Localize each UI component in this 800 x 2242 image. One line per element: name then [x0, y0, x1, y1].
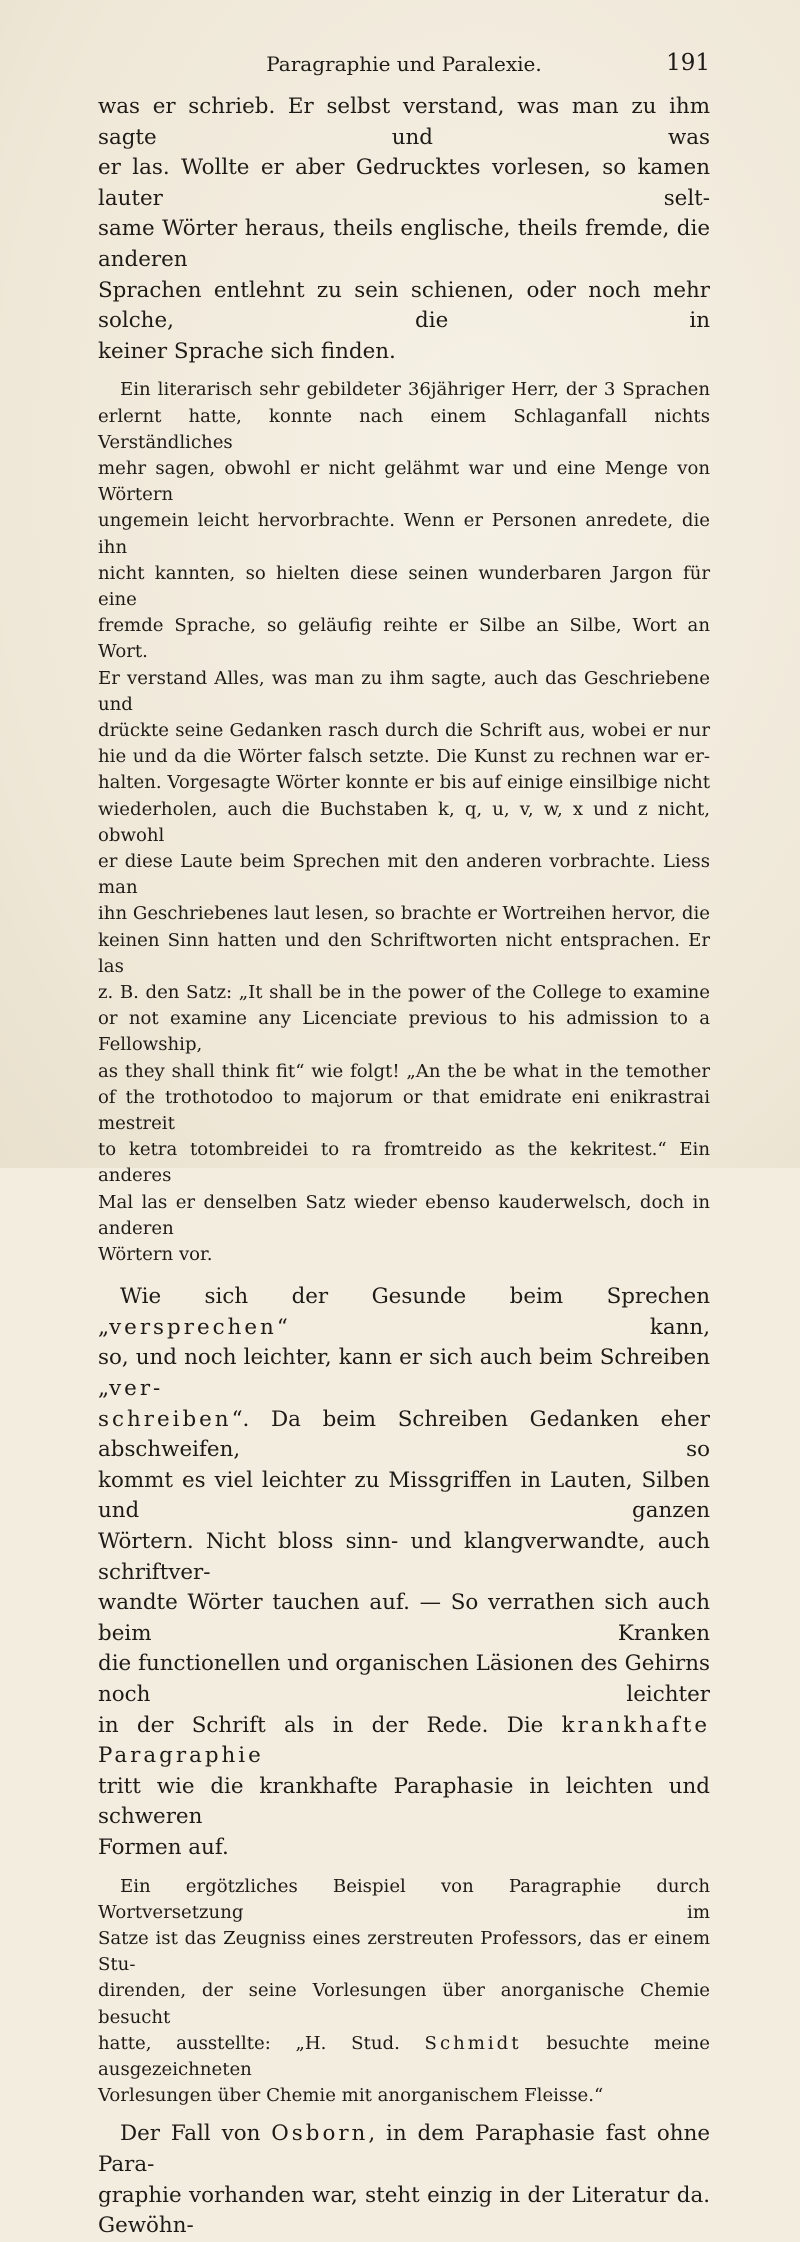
text-line: erlernt hatte, konnte nach einem Schlaganfall nichts Verständliches: [98, 405, 710, 453]
text-line: was er schrieb. Er selbst verstand, was man zu ihm sagte und was: [98, 94, 710, 150]
text-line: ihn Geschriebenes laut lesen, so brachte er Wortreihen hervor, die: [98, 903, 710, 925]
text-line: graphie vorhanden war, steht einzig in der Literatur da. Gewöhn-: [98, 2182, 710, 2239]
text-line: [98, 1405, 710, 1466]
text-line: direnden, der seine Vorlesungen über anorganische Chemie besucht: [98, 1980, 710, 2028]
text-line: ungemein leicht hervorbrachte. Wenn er Personen anredete, die ihn: [98, 510, 710, 558]
text-line: Satze ist das Zeugniss eines zerstreuten Professors, das er einem Stu-: [98, 1927, 710, 1976]
text-line: [98, 1343, 710, 1404]
text-run: , in dem Paraphasie fast ohne Para-: [98, 2121, 710, 2177]
emphasis-spaced: ver-: [109, 1376, 164, 1402]
text-line: Wörtern. Nicht bloss sinn- und klangverwandte, auch schriftver-: [98, 1529, 710, 1585]
page-body: [98, 92, 710, 2242]
text-run: so, und noch leichter, kann er sich auch beim Schreiben „: [98, 1345, 710, 1402]
text-line: same Wörter heraus, theils englische, theils fremde, die anderen: [98, 216, 710, 272]
text-line: of the trothotodoo to majorum or that emidrate eni enikrastrai mestreit: [98, 1086, 710, 1135]
text-line: z. B. den Satz: „It shall be in the power of the College to examine: [98, 982, 710, 1004]
text-run: hatte, ausstellte: „H. Stud.: [98, 2032, 425, 2054]
text-line: keiner Sprache sich finden.: [98, 338, 396, 364]
text-line: drückte seine Gedanken rasch durch die Schrift aus, wobei er nur: [98, 719, 710, 741]
text-line: Er verstand Alles, was man zu ihm sagte, auch das Geschriebene und: [98, 667, 710, 715]
text-line: kommt es viel leichter zu Missgriffen in Lauten, Silben und ganzen: [98, 1467, 710, 1524]
running-head: Paragraphie und Paralexie.: [266, 52, 542, 76]
emphasis-spaced: versprechen: [109, 1314, 277, 1340]
text-line: mehr sagen, obwohl er nicht gelähmt war und eine Menge von Wörtern: [98, 457, 710, 506]
text-line: er las. Wollte er aber Gedrucktes vorlesen, so kamen lauter selt-: [98, 155, 710, 211]
paragraph-3: [98, 1282, 710, 1863]
text-run: Wie sich der Gesunde beim Sprechen „: [98, 1284, 710, 1340]
emphasis-spaced: Schmidt: [424, 2032, 522, 2054]
text-line: Sprachen entlehnt zu sein schienen, oder noch mehr solche, die in: [98, 277, 710, 334]
page-number: 191: [666, 50, 710, 76]
text-line: keinen Sinn hatten und den Schriftworten nicht entsprachen. Er las: [98, 929, 710, 977]
text-line: [98, 1711, 710, 1772]
text-line: Vorlesungen über Chemie mit anorganischem Fleisse.“: [98, 2085, 604, 2107]
text-line: wandte Wörter tauchen auf. — So verrathen sich auch beim Kranken: [98, 1590, 710, 1646]
text-run: Der Fall von: [120, 2121, 272, 2147]
text-line: wiederholen, auch die Buchstaben k, q, u, v, w, x und z nicht, obwohl: [98, 798, 710, 846]
paragraph-1: [98, 92, 710, 367]
text-line: Mal las er denselben Satz wieder ebenso kauderwelsch, doch in anderen: [98, 1191, 710, 1239]
emphasis-spaced: krankhafte Paragraphie: [98, 1712, 710, 1769]
paragraph-2-case-report: [98, 377, 710, 1268]
text-line: Formen auf.: [98, 1834, 229, 1860]
text-line: [98, 2119, 710, 2180]
text-line: er diese Laute beim Sprechen mit den anderen vorbrachte. Liess man: [98, 851, 710, 899]
paragraph-5: [98, 2119, 710, 2241]
text-run: besuchte meine ausgezeichneten: [98, 2032, 710, 2080]
text-run: in der Schrift als in der Rede. Die: [98, 1712, 562, 1738]
text-line: Ein literarisch sehr gebildeter 36jähriger Herr, der 3 Sprachen: [120, 379, 710, 401]
text-run: “. Da beim Schreiben Gedanken eher abschweifen, so: [98, 1406, 710, 1463]
text-line: die functionellen und organischen Läsionen des Gehirns noch leichter: [98, 1651, 710, 1707]
text-line: Wörtern vor.: [98, 1244, 213, 1266]
text-line: Ein ergötzliches Beispiel von Paragraphie durch Wortversetzung im: [98, 1875, 710, 1923]
text-line: [98, 2031, 710, 2083]
page-header: [98, 44, 710, 78]
text-line: tritt wie die krankhafte Paraphasie in leichten und schweren: [98, 1773, 710, 1830]
text-line: to ketra totombreidei to ra fromtreido as the kekritest.“ Ein anderes: [98, 1139, 710, 1187]
text-run: “ kann,: [276, 1314, 710, 1340]
emphasis-spaced: schreiben: [98, 1406, 232, 1432]
text-line: hie und da die Wörter falsch setzte. Die Kunst zu rechnen war er-: [98, 746, 710, 768]
text-line: [98, 1282, 710, 1343]
text-line: nicht kannten, so hielten diese seinen wunderbaren Jargon für eine: [98, 562, 710, 610]
paragraph-4-example: [98, 1874, 710, 2110]
text-line: halten. Vorgesagte Wörter konnte er bis auf einige einsilbige nicht: [98, 772, 710, 794]
text-line: or not examine any Licenciate previous to his admission to a Fellowship,: [98, 1008, 710, 1056]
emphasis-spaced: Osborn: [271, 2121, 369, 2147]
text-line: fremde Sprache, so geläufig reihte er Silbe an Silbe, Wort an Wort.: [98, 615, 710, 663]
text-line: as they shall think fit“ wie folgt! „An the be what in the temother: [98, 1060, 710, 1082]
